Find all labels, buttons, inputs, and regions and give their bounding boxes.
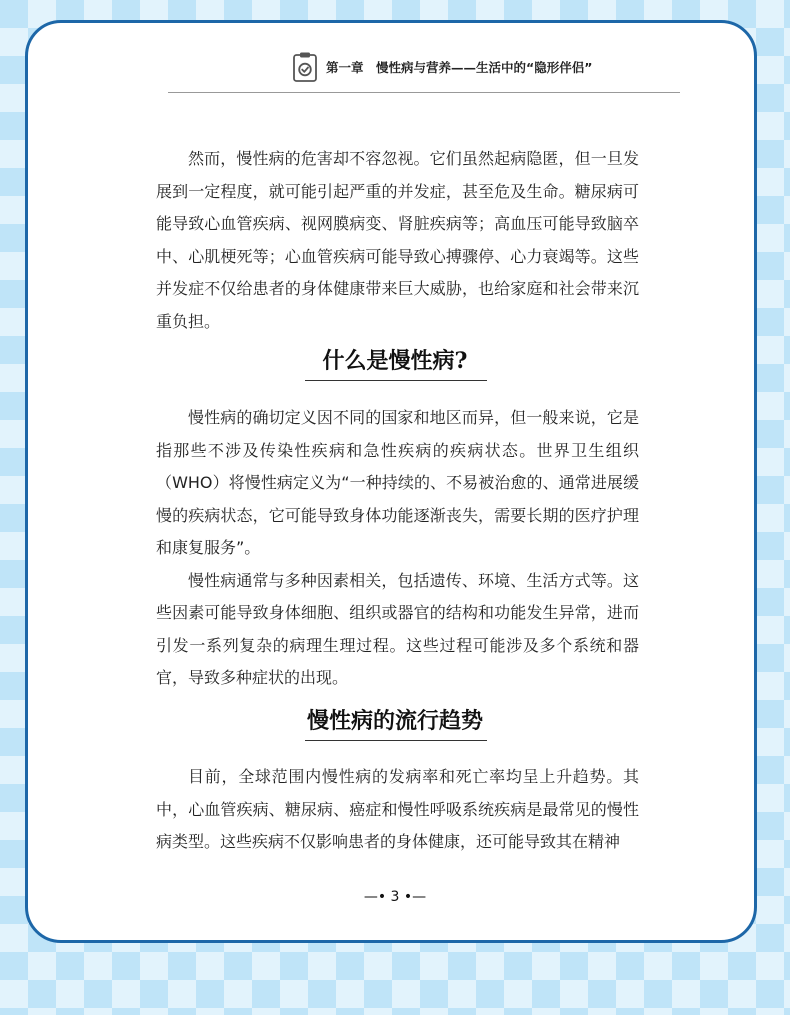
clipboard-check-icon — [292, 51, 318, 83]
section1-paragraph-1: 慢性病的确切定义因不同的国家和地区而异，但一般来说，它是指那些不涉及传染性疾病和急性疾病的疾病状态。世界卫生组织（WHO）将慢性病定义为“一种持续的、不易被治愈的、通常进展缓慢的疾病状态，它可能导致身体功能逐渐丧失，需要长期的医疗护理和康复服务”。 — [156, 408, 639, 557]
intro-paragraph: 然而，慢性病的危害却不容忽视。它们虽然起病隐匿，但一旦发展到一定程度，就可能引起严重的并发症，甚至危及生命。糖尿病可能导致心血管疾病、视网膜病变、肾脏疾病等；高血压可能导致脑卒中、心肌梗死等；心血管疾病可能导致心搏骤停、心力衰竭等。这些并发症不仅给患者的身体健康带来巨大威胁，也给家庭和社会带来沉重负担。 — [156, 149, 639, 331]
section2-paragraph: 目前，全球范围内慢性病的发病率和死亡率均呈上升趋势。其中，心血管疾病、糖尿病、癌症和慢性呼吸系统疾病是最常见的慢性病类型。这些疾病不仅影响患者的身体健康，还可能导致其在精神 — [156, 767, 639, 851]
page-number: —• 3 •— — [363, 889, 427, 905]
intro-text-block — [156, 143, 639, 338]
section1-text-block — [156, 402, 639, 695]
header-divider — [168, 92, 680, 93]
section-title-underline — [305, 380, 487, 381]
chapter-header-text: 第一章 慢性病与营养——生活中的“隐形伴侣” — [326, 60, 593, 75]
running-header — [292, 47, 680, 87]
section-title-trend: 慢性病的流行趋势 — [306, 708, 483, 734]
section-title-underline — [305, 740, 487, 741]
section1-paragraph-2: 慢性病通常与多种因素相关，包括遗传、环境、生活方式等。这些因素可能导致身体细胞、组织或器官的结构和功能发生异常，进而引发一系列复杂的病理生理过程。这些过程可能涉及多个系统和器官，导致多种症状的出现。 — [156, 570, 639, 687]
section-title-what-is: 什么是慢性病? — [322, 348, 468, 374]
section2-text-block — [156, 761, 639, 859]
